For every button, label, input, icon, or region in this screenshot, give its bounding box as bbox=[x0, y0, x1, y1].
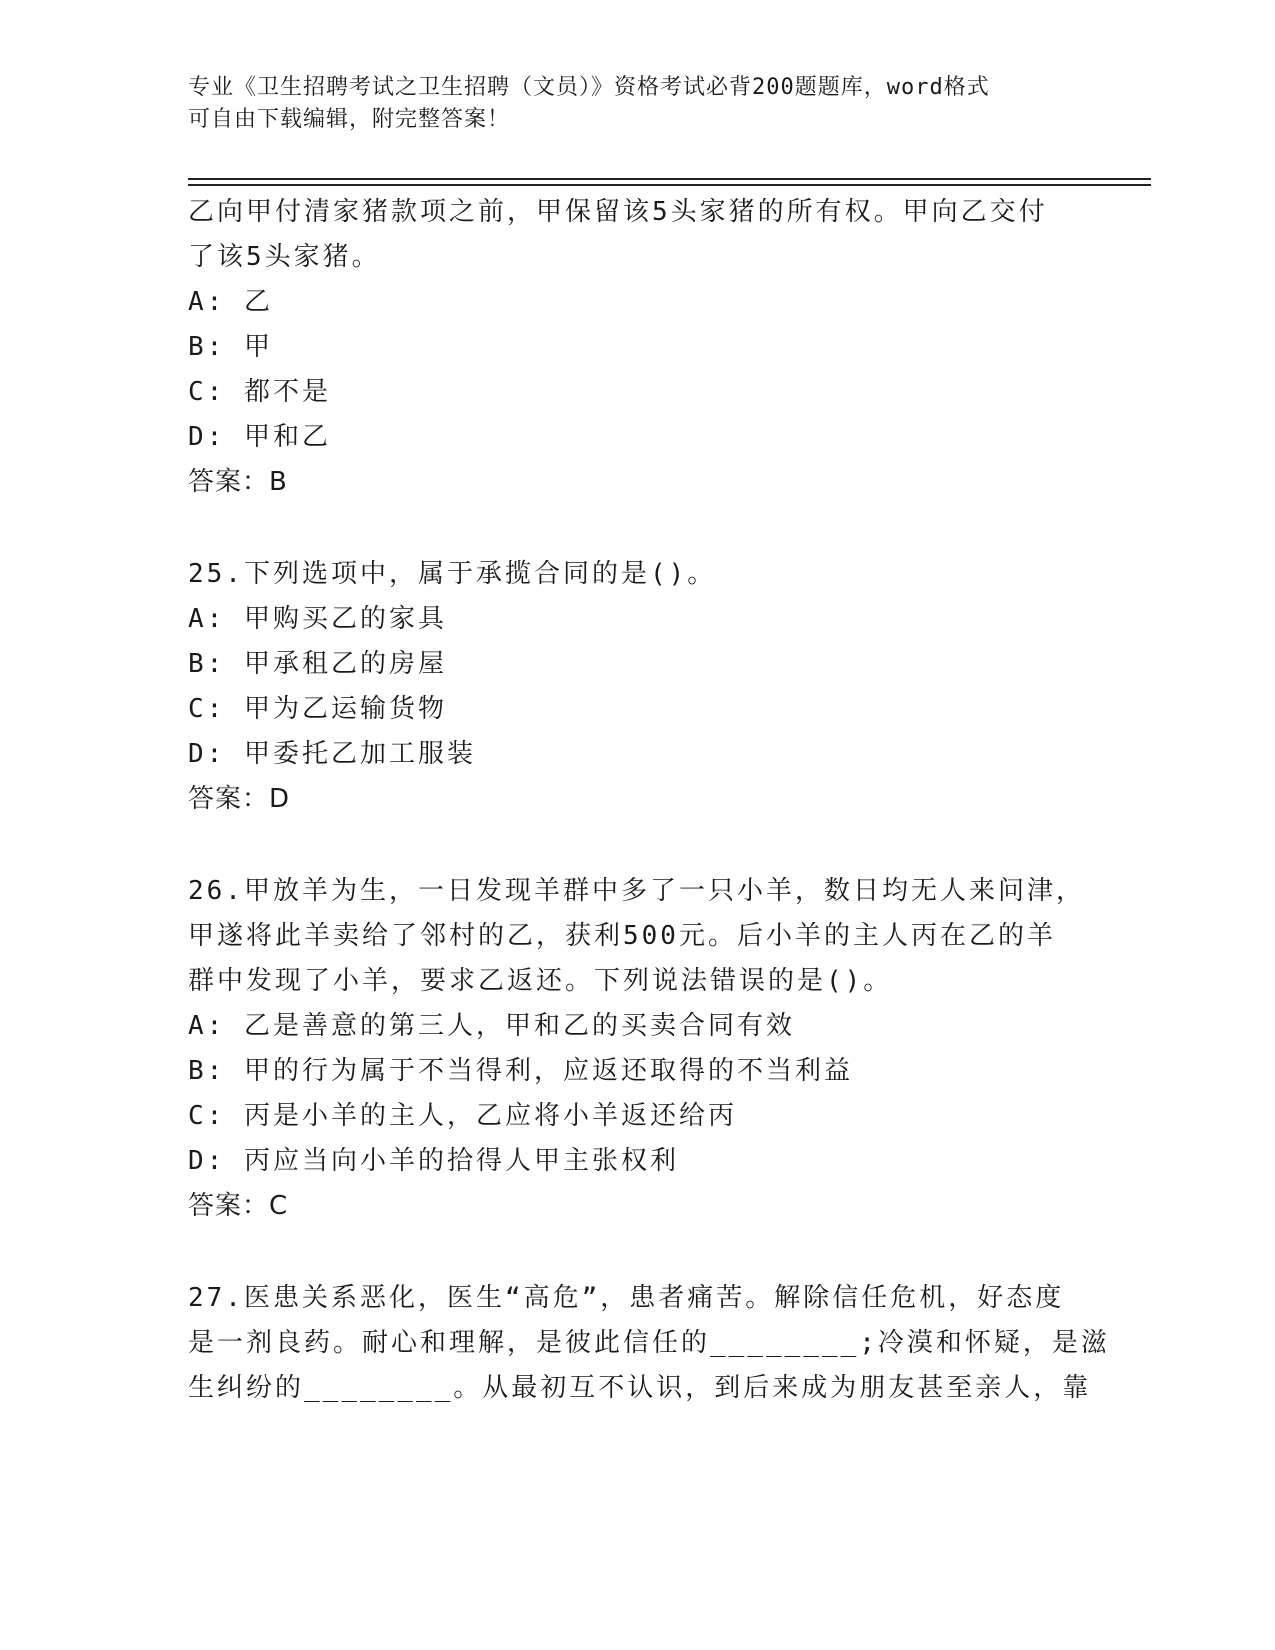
header-divider-top bbox=[188, 178, 1151, 180]
option-c: C: 都不是 bbox=[188, 377, 331, 407]
answer-line: 答案：B bbox=[188, 467, 288, 497]
question-stem-line: 群中发现了小羊，要求乙返还。下列说法错误的是()。 bbox=[188, 966, 893, 996]
option-d: D: 甲委托乙加工服装 bbox=[188, 739, 476, 769]
option-d: D: 丙应当向小羊的拾得人甲主张权利 bbox=[188, 1146, 679, 1176]
question-stem-line: 是一剂良药。耐心和理解，是彼此信任的________;冷漠和怀疑，是滋 bbox=[188, 1328, 1110, 1358]
answer-line: 答案：C bbox=[188, 1191, 289, 1221]
answer-line: 答案：D bbox=[188, 784, 291, 814]
header-divider-bottom bbox=[188, 184, 1151, 186]
option-a: A: 甲购买乙的家具 bbox=[188, 604, 447, 634]
option-c: C: 甲为乙运输货物 bbox=[188, 694, 447, 724]
question-stem-line: 27.医患关系恶化，医生“高危”，患者痛苦。解除信任危机，好态度 bbox=[188, 1283, 1065, 1313]
header-line-1: 专业《卫生招聘考试之卫生招聘（文员）》资格考试必背200题题库，word格式 bbox=[188, 75, 990, 100]
question-27 bbox=[188, 1276, 1110, 1411]
option-b: B: 甲承租乙的房屋 bbox=[188, 649, 447, 679]
question-stem-line: 了该5头家猪。 bbox=[188, 242, 381, 272]
option-d: D: 甲和乙 bbox=[188, 422, 331, 452]
question-stem-line: 26.甲放羊为生，一日发现羊群中多了一只小羊，数日均无人来问津， bbox=[188, 876, 1085, 906]
option-c: C: 丙是小羊的主人，乙应将小羊返还给丙 bbox=[188, 1101, 737, 1131]
question-24 bbox=[188, 190, 1088, 505]
option-a: A: 乙 bbox=[188, 287, 273, 317]
option-b: B: 甲的行为属于不当得利，应返还取得的不当利益 bbox=[188, 1056, 853, 1086]
header-line-2: 可自由下载编辑，附完整答案！ bbox=[188, 107, 511, 132]
option-b: B: 甲 bbox=[188, 332, 273, 362]
question-stem-line: 乙向甲付清家猪款项之前，甲保留该5头家猪的所有权。甲向乙交付 bbox=[188, 197, 1048, 227]
document-header bbox=[188, 72, 1088, 136]
option-a: A: 乙是善意的第三人，甲和乙的买卖合同有效 bbox=[188, 1011, 795, 1041]
question-stem-line: 25.下列选项中，属于承揽合同的是()。 bbox=[188, 559, 717, 589]
question-25 bbox=[188, 552, 1088, 822]
question-26 bbox=[188, 869, 1088, 1229]
question-stem-line: 甲遂将此羊卖给了邻村的乙，获利500元。后小羊的主人丙在乙的羊 bbox=[188, 921, 1056, 951]
question-list bbox=[188, 190, 1110, 1411]
question-stem-line: 生纠纷的________。从最初互不认识，到后来成为朋友甚至亲人，靠 bbox=[188, 1373, 1092, 1403]
